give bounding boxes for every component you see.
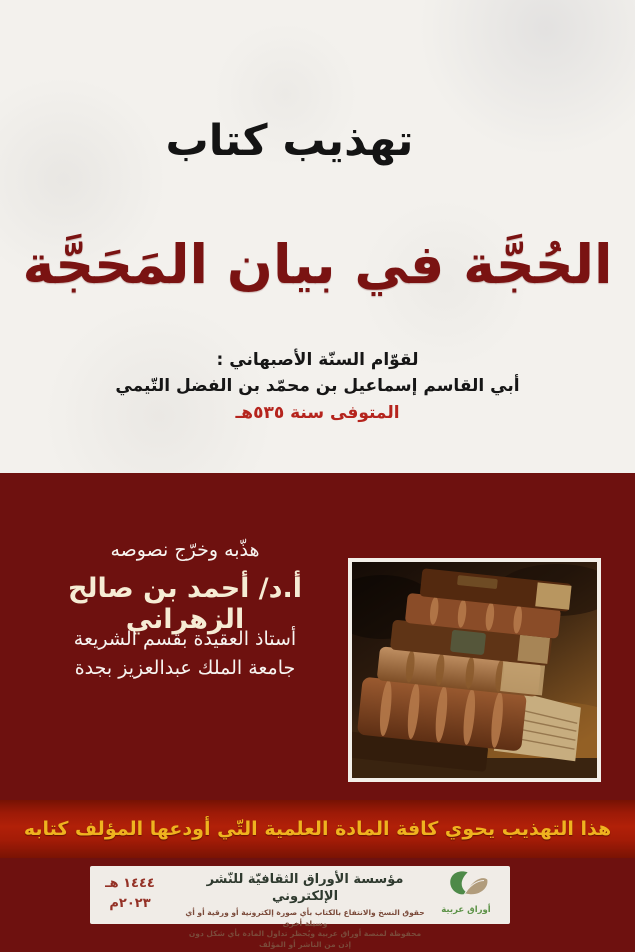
books-photo-illustration — [352, 562, 597, 778]
hijri-year: ١٤٤٤ هـ — [105, 876, 155, 891]
editor-title-line2: جامعة الملك عبدالعزيز بجدة — [74, 657, 296, 679]
publisher-info — [185, 871, 425, 950]
books-photo — [348, 558, 601, 782]
rights-line1: حقوق النسخ والانتفاع بالكتاب بأي صورة إلكترونية أو ورقية أو أي وسيلة أخرى — [185, 908, 425, 928]
publication-years — [98, 874, 162, 914]
middle-section — [0, 473, 635, 800]
book-title: الحُجَّة في بيان المَحَجَّة — [22, 233, 613, 296]
banner-note: هذا التهذيب يحوي كافة المادة العلمية التّي أودعها المؤلف كتابه — [23, 818, 612, 840]
author-death-year: المتوفى سنة ٥٣٥هـ — [235, 403, 400, 423]
series-label: تهذيب كتاب — [165, 116, 414, 166]
publisher-panel — [90, 866, 510, 949]
rights-notice — [185, 908, 425, 950]
editor-intro: هذّبه وخرّج نصوصه — [110, 539, 260, 561]
editor-title-line1: أستاذ العقيدة بقسم الشريعة — [73, 628, 297, 650]
footer-section — [0, 858, 635, 952]
rights-line2: محفوظة لمنصة أوراق عربية ويُحظر تداول المادة بأي شكل دون إذن من الناشر أو المؤلف — [188, 929, 422, 949]
top-section — [0, 0, 635, 473]
author-honorific: لقوّام السنّة الأصبهاني : — [216, 350, 419, 370]
publisher-logo-text: أوراق عربية — [441, 905, 491, 915]
gregorian-year: ٢٠٢٣م — [109, 896, 151, 911]
editor-name: أ.د/ أحمد بن صالح الزهراني — [67, 573, 303, 635]
publisher-logo-icon — [440, 869, 492, 905]
banner — [0, 800, 635, 858]
publisher-logo — [426, 868, 506, 922]
publisher-name: مؤسسة الأوراق الثقافيّة للنّشر الإلكتروني — [206, 872, 404, 904]
author-name: أبي القاسم إسماعيل بن محمّد بن الفضل التّيمي — [115, 376, 520, 396]
